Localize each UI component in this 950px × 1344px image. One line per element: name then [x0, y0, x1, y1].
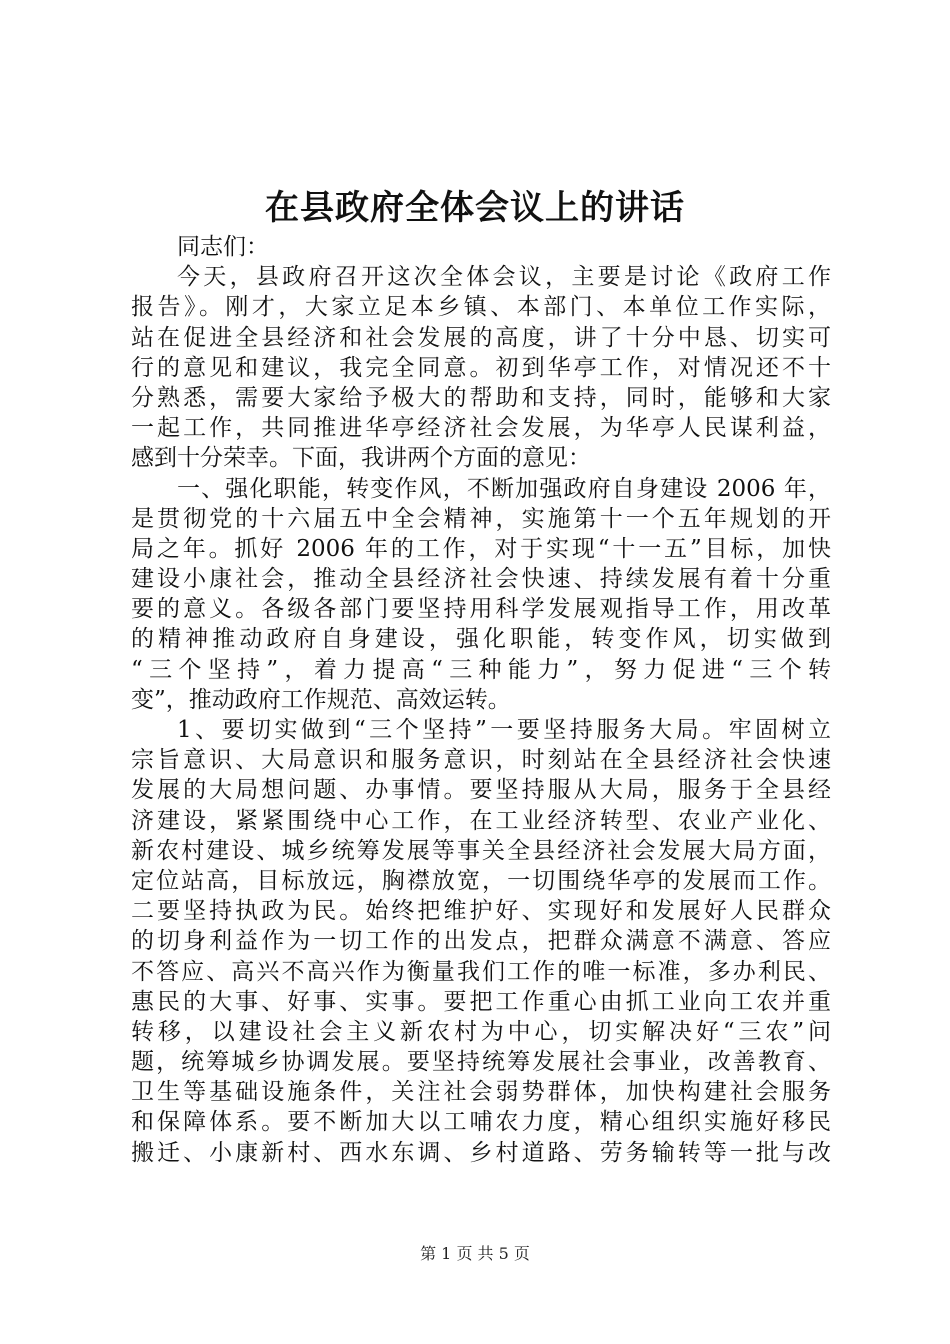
page-number-footer: 第 1 页 共 5 页: [420, 1244, 530, 1263]
body-text-line: 卫生等基础设施条件，关注社会弱势群体，加快构建社会服务: [131, 1079, 831, 1106]
body-text-line: “三个坚持”，着力提高“三种能力”，努力促进“三个转: [131, 656, 831, 683]
body-text-line: 搬迁、小康新村、西水东调、乡村道路、劳务输转等一批与改: [131, 1139, 831, 1166]
body-text-line: 行的意见和建议，我完全同意。初到华亭工作，对情况还不十: [131, 354, 831, 381]
body-text-line: 一起工作，共同推进华亭经济社会发展，为华亭人民谋利益，: [131, 415, 831, 442]
body-text-line: 定位站高，目标放远，胸襟放宽，一切围绕华亭的发展而工作。: [131, 867, 831, 894]
document-body: [131, 232, 831, 1168]
body-text-line: 分熟悉，需要大家给予极大的帮助和支持，同时，能够和大家: [131, 384, 831, 411]
body-text-line: 惠民的大事、好事、实事。要把工作重心由抓工业向工农并重: [131, 988, 831, 1015]
body-text-line: 宗旨意识、大局意识和服务意识，时刻站在全县经济社会快速: [131, 747, 831, 774]
body-text-line: 要的意义。各级各部门要坚持用科学发展观指导工作，用改革: [131, 596, 831, 623]
body-text-line: 站在促进全县经济和社会发展的高度，讲了十分中恳、切实可: [131, 324, 831, 351]
body-text-line: 报告》。刚才，大家立足本乡镇、本部门、本单位工作实际，: [131, 294, 831, 321]
body-text-line: 今天，县政府召开这次全体会议，主要是讨论《政府工作: [177, 264, 831, 291]
section-heading-line: 一、强化职能，转变作风，不断加强政府自身建设 2006 年，: [177, 475, 831, 502]
body-text-line: 建设小康社会，推动全县经济社会快速、持续发展有着十分重: [131, 566, 831, 593]
body-text-line: 变”，推动政府工作规范、高效运转。: [131, 686, 511, 713]
body-text-line: 发展的大局想问题、办事情。要坚持服从大局，服务于全县经: [131, 777, 831, 804]
salutation-line: 同志们：: [177, 234, 269, 260]
body-text-line: 二要坚持执政为民。始终把维护好、实现好和发展好人民群众: [131, 898, 831, 925]
body-text-line: 济建设，紧紧围绕中心工作，在工业经济转型、农业产业化、: [131, 807, 831, 834]
body-text-line: 的精神推动政府自身建设，强化职能，转变作风，切实做到: [131, 626, 831, 653]
body-text-line: 的切身利益作为一切工作的出发点，把群众满意不满意、答应: [131, 928, 831, 955]
body-text-line: 感到十分荣幸。下面，我讲两个方面的意见：: [131, 445, 591, 472]
body-text-line: 转移，以建设社会主义新农村为中心，切实解决好“三农”问: [131, 1018, 831, 1045]
document-title: 在县政府全体会议上的讲话: [265, 188, 685, 228]
body-text-line: 题，统筹城乡协调发展。要坚持统筹发展社会事业，改善教育、: [131, 1049, 831, 1076]
body-text-line: 和保障体系。要不断加大以工哺农力度，精心组织实施好移民: [131, 1109, 831, 1136]
body-text-line: 不答应、高兴不高兴作为衡量我们工作的唯一标准，多办利民、: [131, 958, 831, 985]
body-text-line: 新农村建设、城乡统筹发展等事关全县经济社会发展大局方面，: [131, 837, 831, 864]
body-text-line: 局之年。抓好 2006 年的工作，对于实现“十一五”目标，加快: [131, 535, 831, 562]
body-text-line: 是贯彻党的十六届五中全会精神，实施第十一个五年规划的开: [131, 505, 831, 532]
subsection-heading-line: 1、要切实做到“三个坚持”一要坚持服务大局。牢固树立: [177, 717, 831, 743]
